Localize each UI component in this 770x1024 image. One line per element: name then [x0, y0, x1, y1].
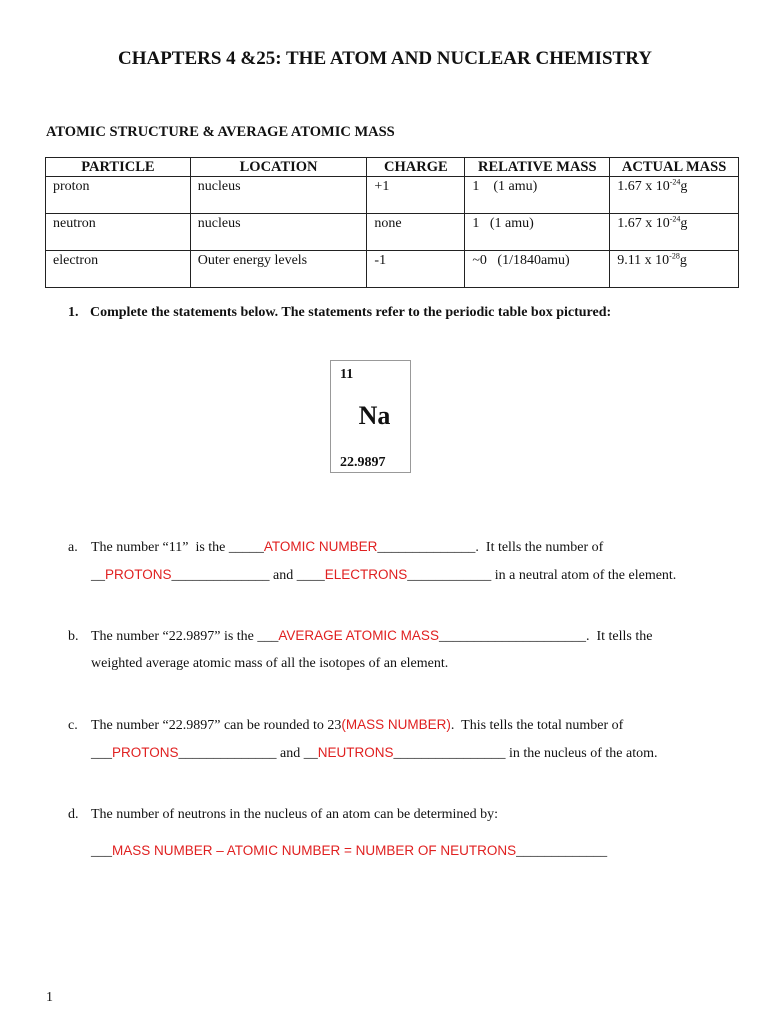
- cell-actual-mass: [610, 177, 739, 214]
- cell-location: Outer energy levels: [190, 251, 367, 288]
- cell-particle: electron: [46, 251, 191, 288]
- table-row: [46, 251, 739, 288]
- text: ______________ and __: [178, 746, 318, 761]
- periodic-table-box: [330, 360, 411, 473]
- question-1: [68, 305, 611, 321]
- page-number: 1: [46, 990, 53, 1005]
- statement-b: [68, 622, 652, 677]
- text: weighted average atomic mass of all the isotopes of an element.: [91, 656, 449, 671]
- cell-relative-mass: ~0 (1/1840amu): [465, 251, 610, 288]
- table-header-row: [46, 158, 739, 177]
- cell-location: nucleus: [190, 214, 367, 251]
- text: . This tells the total number of: [450, 718, 624, 733]
- mass-unit: g: [679, 253, 687, 268]
- answer-protons: PROTONS: [105, 567, 172, 582]
- mass-base: 1.67 x 10: [617, 216, 670, 231]
- item-letter: c.: [68, 718, 78, 733]
- cell-actual-mass: [610, 251, 739, 288]
- answer-electrons: ELECTRONS: [324, 567, 408, 582]
- mass-exponent: -28: [669, 251, 680, 261]
- item-letter: b.: [68, 629, 79, 644]
- answer-average-atomic-mass: AVERAGE ATOMIC MASS: [278, 628, 439, 643]
- header-location: LOCATION: [190, 158, 367, 177]
- header-actual-mass: ACTUAL MASS: [610, 158, 739, 177]
- text: ________________ in the nucleus of the atom.: [393, 746, 658, 761]
- cell-actual-mass: [610, 214, 739, 251]
- section-title: ATOMIC STRUCTURE & AVERAGE ATOMIC MASS: [46, 124, 395, 140]
- answer-neutron-formula: MASS NUMBER – ATOMIC NUMBER = NUMBER OF NEUTRONS: [112, 843, 517, 858]
- item-letter: d.: [68, 807, 79, 822]
- statement-d: [68, 801, 607, 865]
- cell-charge: +1: [367, 177, 465, 214]
- text: _____________________. It tells the: [438, 629, 653, 644]
- cell-relative-mass: 1 (1 amu): [465, 177, 610, 214]
- answer-neutrons: NEUTRONS: [317, 745, 394, 760]
- answer-mass-number: (MASS NUMBER): [341, 717, 451, 732]
- text: __: [91, 568, 105, 583]
- question-text: Complete the statements below. The statements refer to the periodic table box pictured:: [90, 305, 612, 320]
- statement-a: [68, 533, 676, 589]
- mass-unit: g: [680, 216, 688, 231]
- text: _____________: [516, 844, 608, 859]
- answer-atomic-number: ATOMIC NUMBER: [263, 539, 378, 554]
- text: ___: [91, 844, 112, 859]
- statement-c: [68, 711, 658, 767]
- cell-relative-mass: 1 (1 amu): [465, 214, 610, 251]
- text: The number of neutrons in the nucleus of an atom can be determined by:: [91, 807, 499, 822]
- mass-exponent: -24: [669, 177, 681, 187]
- element-symbol: Na: [358, 401, 391, 430]
- text: ___: [91, 746, 112, 761]
- item-letter: a.: [68, 540, 78, 555]
- header-charge: CHARGE: [367, 158, 465, 177]
- header-particle: PARTICLE: [46, 158, 191, 177]
- cell-charge: -1: [367, 251, 465, 288]
- particle-table: [45, 157, 739, 288]
- text: ______________ and ____: [171, 568, 325, 583]
- text: The number “11” is the _____: [91, 540, 264, 555]
- cell-location: nucleus: [190, 177, 367, 214]
- atomic-mass: 22.9897: [340, 455, 386, 470]
- page-title: CHAPTERS 4 &25: THE ATOM AND NUCLEAR CHEMISTRY: [117, 48, 653, 69]
- table-row: [46, 177, 739, 214]
- mass-exponent: -24: [669, 214, 681, 224]
- mass-base: 1.67 x 10: [617, 179, 670, 194]
- mass-unit: g: [680, 179, 688, 194]
- cell-particle: neutron: [46, 214, 191, 251]
- cell-particle: proton: [46, 177, 191, 214]
- text: ______________. It tells the number of: [377, 540, 604, 555]
- question-number: 1.: [68, 305, 79, 320]
- text: The number “22.9897” can be rounded to 23: [91, 718, 342, 733]
- cell-charge: none: [367, 214, 465, 251]
- text: The number “22.9897” is the ___: [91, 629, 279, 644]
- text: ____________ in a neutral atom of the element.: [407, 568, 677, 583]
- answer-protons: PROTONS: [112, 745, 179, 760]
- mass-base: 9.11 x 10: [617, 253, 670, 268]
- header-relative-mass: RELATIVE MASS: [465, 158, 610, 177]
- table-row: [46, 214, 739, 251]
- atomic-number: 11: [340, 367, 354, 382]
